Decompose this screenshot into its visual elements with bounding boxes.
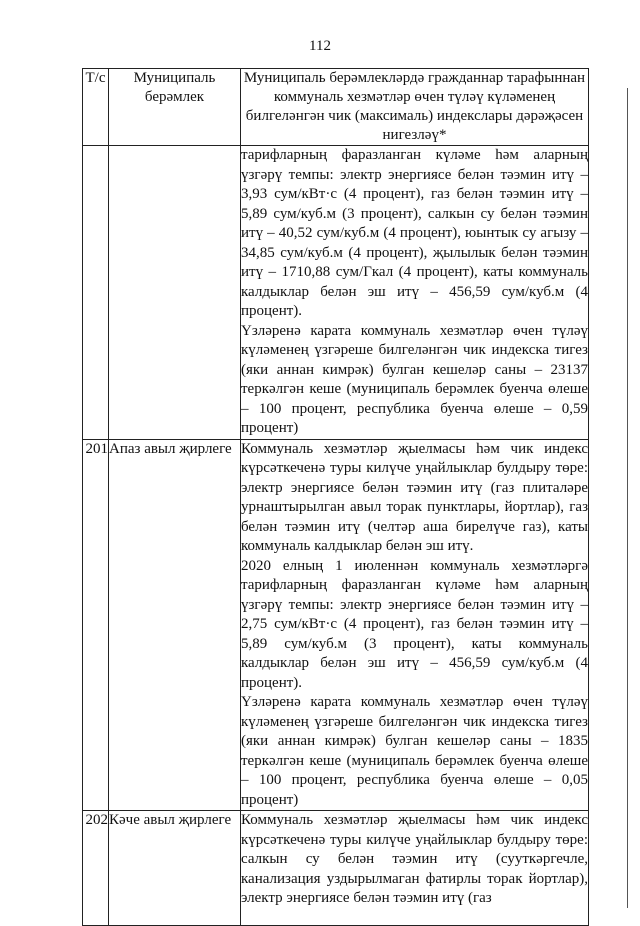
header-number: Т/с: [83, 69, 109, 146]
row-description: [241, 146, 589, 440]
table-row: [83, 811, 589, 926]
description-paragraph: Коммуналь хезмәтләр җыелмасы һәм чик индекс күрсәткеченә туры килүче уңайлыклар булдыру төре: салкын су белән тәэмин итү (сууткәргечле, канализация уздырылмаган фатирлы торак йортлар), электр энергиясе белән тәэмин итү (газ: [241, 812, 588, 906]
row-municipality: Апаз авыл җирлеге: [109, 439, 241, 811]
row-description: [241, 439, 589, 811]
description-paragraph: 2020 елның 1 июленнән коммуналь хезмәтләргә тарифларның фаразланган күләме һәм аларның үзгәрү темпы: электр энергиясе белән тәэмин итү – 2,75 сум/кВт·с (4 процент), газ белән тәэмин итү – 5,89 сум/куб.м (3 процент), каты коммуналь калдыклар белән эш итү – 456,59 сум/куб.м (4 процент).: [241, 557, 588, 691]
row-number: 201: [83, 439, 109, 811]
row-number: [83, 146, 109, 440]
table-header-row: [83, 69, 589, 146]
row-municipality: Кәче авыл җирлеге: [109, 811, 241, 926]
table-row: [83, 146, 589, 440]
description-paragraph: Үзләренә карата коммуналь хезмәтләр өчен түләү күләменең үзгәреше билгеләнгән чик индекска тигез (яки аннан кимрәк) булган кешеләр саны – 1835 теркәлгән кеше (муниципаль берәмлек буенча өлеше – 100 процент, республика буенча өлеше – 0,05 процент): [241, 694, 588, 808]
description-paragraph: Үзләренә карата коммуналь хезмәтләр өчен түләү күләменең үзгәреше билгеләнгән чик индекска тигез (яки аннан кимрәк) булган кешеләр саны – 23137 теркәлгән кеше (муниципаль берәмлек буенча өлеше – 100 процент, республика буенча өлеше – 0,59 процент): [241, 322, 588, 436]
row-number: 202: [83, 811, 109, 926]
page-number: 112: [309, 38, 331, 54]
row-description: [241, 811, 589, 926]
table-row: [83, 439, 589, 811]
scan-edge-line: [627, 88, 628, 908]
header-municipality: Муниципаль берәмлек: [109, 69, 241, 146]
description-paragraph: Коммуналь хезмәтләр җыелмасы һәм чик индекс күрсәткеченә туры килүче уңайлыклар булдыру төре: электр энергиясе белән тәэмин итү (газ плиталәре урнаштырылган авыл торак пунктлары, йортлар), газ белән тәэмин итү (челтәр аша бирелүче газ), каты коммуналь калдыклар белән эш итү.: [241, 440, 588, 554]
index-table: [82, 68, 589, 926]
header-description: Муниципаль берәмлекләрдә гражданнар тарафыннан коммуналь хезмәтләр өчен түләү күләменең билгеләнгән чик (максималь) индекслары дәрәҗәсен нигезләү*: [241, 69, 589, 146]
description-paragraph: тарифларның фаразланган күләме һәм аларның үзгәрү темпы: электр энергиясе белән тәэмин итү – 3,93 сум/кВт·с (4 процент), газ белән тәэмин итү – 5,89 сум/куб.м (3 процент), салкын су белән тәэмин итү – 40,52 сум/куб.м (4 процент), юынтык су агызу – 34,85 сум/куб.м (4 процент), җылылык белән тәэмин итү – 1710,88 сум/Гкал (4 процент), каты коммуналь калдыклар белән эш итү – 456,59 сум/куб.м (4 процент).: [241, 147, 588, 319]
row-municipality: [109, 146, 241, 440]
